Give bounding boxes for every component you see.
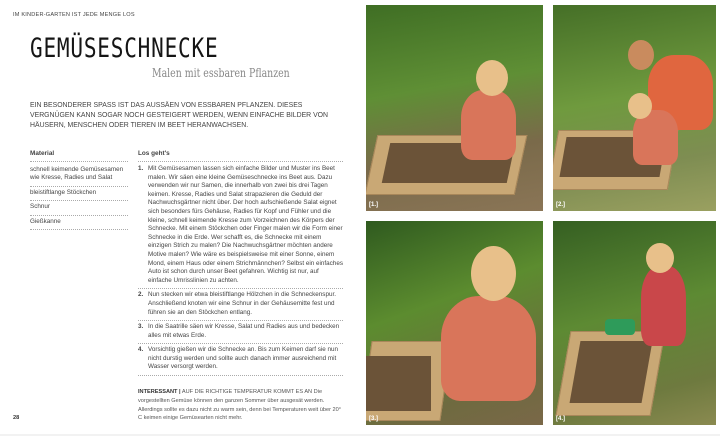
photo-step-1: [366, 5, 543, 211]
step-number: 1.: [138, 165, 144, 172]
step-number: 2.: [138, 291, 144, 299]
material-item: bleistiftlange Stöckchen: [30, 187, 128, 201]
watering-can: [605, 319, 635, 335]
step-item: [138, 290, 343, 321]
page-title: GEMÜSESCHNECKE: [30, 33, 219, 64]
step-text: Vorsichtig gießen wir die Schnecke an. Bis zum Keimen darf sie nun nicht durstig werden und sollte auch danach immer ausreichend mit Wasser versorgt werden.: [148, 346, 339, 371]
photo-label: [1.]: [369, 202, 378, 208]
steps-heading: Los geht's: [138, 150, 343, 162]
photo-step-3: [366, 221, 543, 425]
page-subtitle: Malen mit essbaren Pflanzen: [152, 66, 290, 80]
info-text: Die vorgestellten Gemüse können den ganzen Sommer über ausgesät werden. Allerdings sollte es dazu nicht zu warm sein, denn bei Temperaturen weit über 20° C keimen einige Gemüsearten nicht mehr.: [138, 389, 341, 422]
info-separator: |: [179, 389, 181, 395]
info-box: [138, 388, 343, 423]
step-text: In die Saatrille säen wir Kresse, Salat und Radies aus und bedecken alles mit etwas Erde.: [148, 323, 340, 339]
child: [641, 266, 686, 346]
photo-step-4: [553, 221, 716, 425]
material-heading: Material: [30, 150, 128, 162]
adult-head: [628, 40, 654, 70]
step-item: [138, 164, 343, 289]
step-number: 4.: [138, 346, 144, 354]
soil: [570, 341, 653, 403]
photo-label: [3.]: [369, 416, 378, 422]
step-item: [138, 322, 343, 344]
material-item: Schnur: [30, 201, 128, 215]
info-label: INTERESSANT: [138, 389, 178, 395]
child-head: [476, 60, 508, 96]
child-head: [471, 246, 516, 301]
step-number: 3.: [138, 323, 144, 331]
material-item: Gießkanne: [30, 216, 128, 230]
page-number: 28: [13, 415, 20, 421]
child-head: [646, 243, 674, 273]
running-head: IM KINDER-GARTEN IST JEDE MENGE LOS: [13, 12, 135, 18]
info-headline: AUF DIE RICHTIGE TEMPERATUR KOMMT ES AN: [181, 389, 313, 395]
child: [441, 296, 536, 401]
material-item: schnell keimende Gemüsesamen wie Kresse, Radies und Salat: [30, 164, 128, 187]
steps-list: [138, 150, 343, 377]
child-head: [628, 93, 652, 119]
step-item: [138, 345, 343, 376]
intro-text: EIN BESONDERER SPASS IST DAS AUSSÄEN VON ESSBAREN PFLANZEN. DIESES VERGNÜGEN KANN SOGAR NOCH GESTEIGERT WERDEN, WENN EINFACHE BILDER VON HÄUSERN, MENSCHEN ODER TIEREN IM BEET HERANWACHSEN.: [30, 102, 328, 129]
step-text: Nun stecken wir etwa bleistiftlange Hölzchen in die Schneckenspur. Anschließend knoten wir eine Schnur in der Gehäusemitte fest und führen sie an den Stöckchen entlang.: [148, 291, 336, 316]
step-text: Mit Gemüsesamen lassen sich einfache Bilder und Muster ins Beet malen. Wir säen eine kleine Gemüseschnecke ins Beet aus. Dazu verwenden wir nur Samen, die innerhalb von zwei bis drei Tagen keimen. Kresse, Radies und Salat strapazieren die Geduld der Nachwuchsgärtner nicht über. Der hoch aufschießende Salat eignet sich besonders fürs Gehäuse, Radies für Kopf und Fühler und die kleine, schnell keimende Kresse zum Vorzeichnen des Körpers der Schnecke. Mit einem Stöckchen oder Finger malen wir die Form einer Schnecke in die Erde. Wer schafft es, die Schnecke mit einem einzigen Strich zu malen? Die Nachwuchsgärtner möchten andere Motive malen? Wie wäre es beispielsweise mit einer Sonne, einem Mond, einem Haus oder einem Strichmännchen? Selbst ein einfaches Auto ist schon durch unser Beet gefahren. Wichtig ist nur, auf einfache Umrisslinien zu achten.: [148, 165, 343, 284]
photo-step-2: [553, 5, 716, 211]
photo-label: [2.]: [556, 202, 565, 208]
photo-label: [4.]: [556, 416, 565, 422]
child: [461, 90, 516, 160]
material-list: [30, 150, 128, 230]
soil: [366, 356, 431, 411]
